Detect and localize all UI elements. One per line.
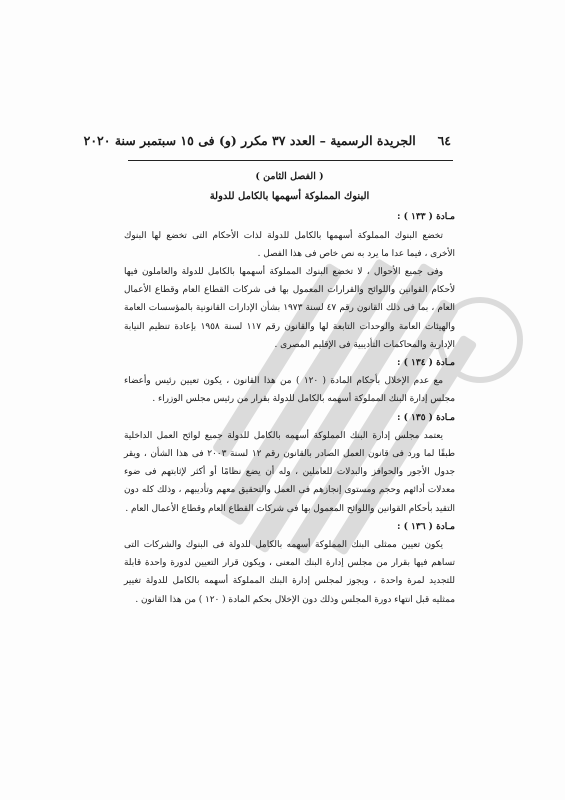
chapter-subheading: البنوك المملوكة أسهمها بالكامل للدولة	[209, 191, 370, 203]
article-title: مـادة ( ١٣٥ ) :	[397, 412, 455, 423]
chapter-heading: ( الفصل الثامن )	[255, 171, 324, 182]
article-title: مـادة ( ١٣٦ ) :	[397, 521, 455, 532]
gazette-title: الجريدة الرسمية – العدد ٣٧ مكرر (و) فى ١٥ سبتمبر سنة ٢٠٢٠	[83, 133, 416, 148]
article-title: مـادة ( ١٣٣ ) :	[397, 212, 455, 223]
article-paragraph: يعتمد مجلس إدارة البنك المملوكة أسهمه بالكامل للدولة جميع لوائح العمل الداخلية طبقًا لما ورد فى قانون العمل الصادر بالقانون رقم ١٢ لسنة ٢٠٠٣ فى هذا الشأن ، ويقر جدول الأجور والحوافز والبدلات للعاملين ، وله أن يضع نظامًا أو أكثر لإثابتهم فى ضوء معدلات أدائهم وحجم ومستوى إنجازهم فى العمل والتحقيق معهم وتأديبهم ، وذلك كله دون التقيد بأحكام القوانين واللوائح المعمول بها فى شركات القطاع العام وقطاع الأعمال العام .	[124, 430, 455, 514]
document-body	[124, 168, 455, 609]
header-divider	[128, 160, 453, 161]
article-paragraph: وفى جميع الأحوال ، لا تخضع البنوك المملوكة أسهمها بالكامل للدولة والعاملون فيها لأحكام القوانين واللوائح والقرارات المعمول بها فى شركات القطاع العام وقطاع الأعمال العام ، بما فى ذلك القانون رقم ٤٧ لسنة ١٩٧٣ بشأن الإدارات القانونية بالمؤسسات العامة والهيئات العامة والوحدات التابعة لها والقانون رقم ١١٧ لسنة ١٩٥٨ بإعادة تنظيم النيابة الإدارية والمحاكمات التأديبية فى الإقليم المصرى .	[124, 267, 456, 350]
article-paragraph: تخضع البنوك المملوكة أسهمها بالكامل للدولة لذات الأحكام التى تخضع لها البنوك الأخرى ، فيما عدا ما يرد به نص خاص فى هذا الفصل .	[124, 230, 455, 259]
page-number: ٦٤	[437, 133, 451, 148]
page-header	[83, 133, 451, 148]
article-paragraph: مع عدم الإخلال بأحكام المادة ( ١٢٠ ) من هذا القانون ، يكون تعيين رئيس وأعضاء مجلس إدارة البنك المملوكة أسهمه بالكامل للدولة بقرار من رئيس مجلس الوزراء .	[124, 376, 455, 405]
article-title: مـادة ( ١٣٤ ) :	[397, 358, 455, 369]
article-paragraph: يكون تعيين ممثلى البنك المملوكة أسهمه بالكامل للدولة فى البنوك والشركات التى تساهم فيها بقرار من مجلس إدارة البنك المعنى ، ويكون قرار التعيين لدورة واحدة قابلة للتجديد لمرة واحدة ، ويجوز لمجلس إدارة البنك المملوكة أسهمه بالكامل للدولة تغيير ممثليه قبل انتهاء دورة المجلس وذلك دون الإخلال بحكم المادة ( ١٢٠ ) من هذا القانون .	[124, 540, 455, 605]
